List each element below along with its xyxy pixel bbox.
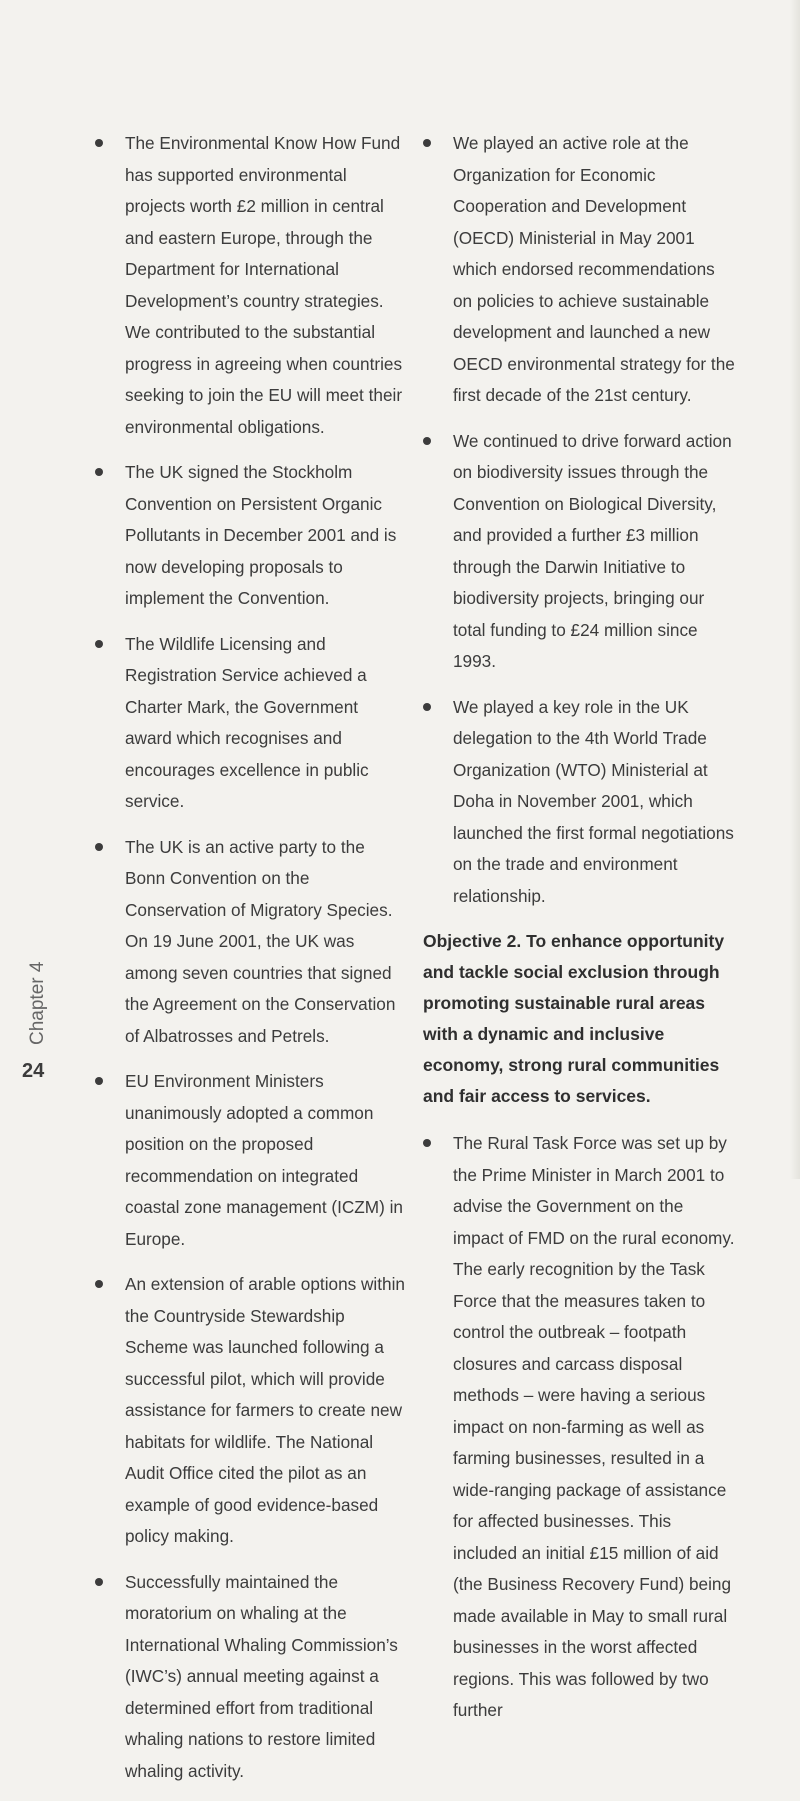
right-column — [423, 128, 735, 1741]
list-item-text: The Environmental Know How Fund has supported environmental projects worth £2 million in central and eastern Europe, through the Department for International Development’s country strategies. We contributed to the substantial progress in agreeing when countries seeking to join the EU will meet their environmental obligations. — [125, 133, 403, 437]
bullet-icon — [423, 139, 431, 147]
list-item-text: The UK signed the Stockholm Convention on Persistent Organic Pollutants in December 2001 and is now developing proposals to implement the Convention. — [125, 462, 397, 608]
list-item-text: Successfully maintained the moratorium on whaling at the International Whaling Commission’s (IWC’s) annual meeting against a determined effort from traditional whaling nations to restore limited whaling activity. — [125, 1571, 398, 1781]
list-item-text: The Rural Task Force was set up by the Prime Minister in March 2001 to advise the Government on the impact of FMD on the rural economy. The early recognition by the Task Force that the measures taken to control the outbreak – footpath closures and carcass disposal methods – were having a serious impact on non-farming as well as farming businesses, resulted in a wide-ranging package of assistance for affected businesses. This included an initial £15 million of aid (the Business Recovery Fund) being made available in May to small rural businesses in the worst affected regions. This was followed by two further — [453, 1133, 735, 1720]
page-edge — [790, 0, 800, 1179]
right-bullet-list — [423, 128, 735, 912]
objective-heading: Objective 2. To enhance opportunity and tackle social exclusion through promoting sustainable rural areas with a dynamic and inclusive economy, strong rural communities and fair access to services. — [423, 931, 725, 1106]
list-item — [95, 629, 405, 818]
list-item-text: We played a key role in the UK delegation to the 4th World Trade Organization (WTO) Ministerial at Doha in November 2001, which launched the first formal negotiations on the trade and environment relationship. — [453, 696, 734, 906]
bullet-icon — [95, 843, 103, 851]
bullet-icon — [95, 139, 103, 147]
bullet-icon — [423, 703, 431, 711]
list-item-text: EU Environment Ministers unanimously adopted a common position on the proposed recommendation on integrated coastal zone management (ICZM) in Europe. — [125, 1071, 403, 1249]
left-bullet-list — [95, 128, 405, 1787]
bullet-icon — [95, 1578, 103, 1586]
list-item — [95, 1066, 405, 1255]
list-item-text: We played an active role at the Organization for Economic Cooperation and Development (OECD) Ministerial in May 2001 which endorsed recommendations on policies to achieve sustainable development and launched a new OECD environmental strategy for the first decade of the 21st century. — [453, 133, 735, 405]
objective-bullet-list — [423, 1128, 735, 1727]
bullet-icon — [423, 437, 431, 445]
bullet-icon — [95, 1280, 103, 1288]
list-item — [423, 1128, 735, 1727]
bullet-icon — [95, 1077, 103, 1085]
list-item — [95, 128, 405, 443]
list-item — [423, 426, 735, 678]
bullet-icon — [95, 640, 103, 648]
list-item — [95, 457, 405, 615]
list-item-text: The Wildlife Licensing and Registration Service achieved a Charter Mark, the Government award which recognises and encourages excellence in public service. — [125, 633, 369, 811]
list-item-text: The UK is an active party to the Bonn Convention on the Conservation of Migratory Species. On 19 June 2001, the UK was among seven countries that signed the Agreement on the Conservation of Albatrosses and Petrels. — [125, 836, 396, 1046]
bullet-icon — [95, 468, 103, 476]
page-number: 24 — [22, 1060, 45, 1082]
list-item-text: We continued to drive forward action on biodiversity issues through the Convention on Biological Diversity, and provided a further £3 million through the Darwin Initiative to biodiversity projects, bringing our total funding to £24 million since 1993. — [453, 430, 732, 671]
left-column — [95, 128, 405, 1801]
bullet-icon — [423, 1139, 431, 1147]
list-item-text: An extension of arable options within the Countryside Stewardship Scheme was launched following a successful pilot, which will provide assistance for farmers to create new habitats for wildlife. The National Audit Office cited the pilot as an example of good evidence-based policy making. — [125, 1274, 405, 1546]
list-item — [95, 1567, 405, 1788]
chapter-label: Chapter 4 — [27, 961, 48, 1045]
list-item — [95, 832, 405, 1053]
list-item — [95, 1269, 405, 1553]
list-item — [423, 128, 735, 412]
list-item — [423, 692, 735, 913]
